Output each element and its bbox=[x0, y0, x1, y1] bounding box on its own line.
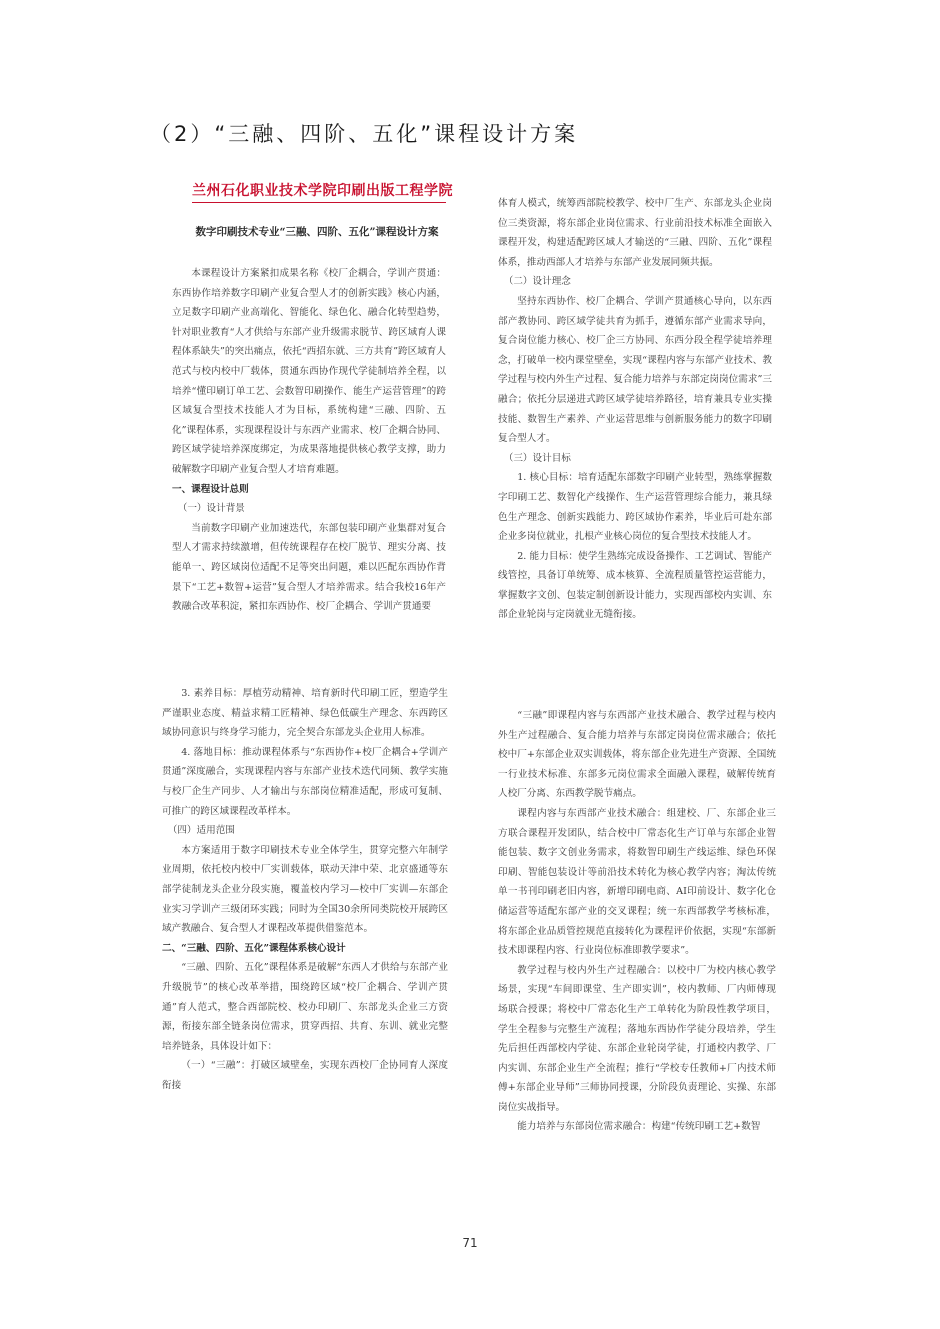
column-bottom-left bbox=[162, 684, 448, 1095]
paragraph: 3. 素养目标：厚植劳动精神、培育新时代印刷工匠，塑造学生严谨职业态度、精益求精工匠精神、绿色低碳生产理念、东西跨区域协同意识与终身学习能力，完全契合东部龙头企业用人标准。 bbox=[162, 688, 448, 739]
paragraph: 课程内容与东西部产业技术融合：组建校、厂、东部企业三方联合课程开发团队，结合校中厂常态化生产订单与东部企业智能包装、数字文创业务需求，将数智印刷生产线运维、绿色环保印刷、智能包装设计等前沿技术转化为核心教学内容；淘汰传统单一书刊印刷老旧内容，新增印刷电商、AI印前设计、数字化仓储运营等适配东部产业的交叉课程；统一东西部教学考核标准，将东部企业品质管控规范直接转化为课程评价依据，实现“东部新技术即课程内容、行业岗位标准即教学要求”。 bbox=[498, 807, 776, 957]
school-name: 兰州石化职业技术学院印刷出版工程学院 bbox=[192, 183, 453, 199]
paragraph: 本方案适用于数字印刷技术专业全体学生，贯穿完整六年制学业周期，依托校内校中厂实训载体，联动天津中荣、北京盛通等东部学徒制龙头企业分段实施，覆盖校内学习—校中厂实训—东部企业实习学训产三级闭环实践；同时为全国30余所同类院校开展跨区域产教融合、复合型人才课程改革提供借鉴范本。 bbox=[162, 844, 448, 935]
paragraph: 当前数字印刷产业加速迭代，东部包装印刷产业集群对复合型人才需求持续激增，但传统课程存在校厂脱节、理实分离、技能单一、跨区域岗位适配不足等突出问题，难以匹配东西协作背景下“工艺+数智+运营”复合型人才培养需求。结合我校16年产教融合改革积淀，紧扣东西协作、校厂企耦合、学训产贯通要 bbox=[172, 522, 446, 613]
paragraph: 本课程设计方案紧扣成果名称《校厂企耦合，学训产贯通：东西协作培养数字印刷产业复合型人才的创新实践》核心内涵，立足数字印刷产业高端化、智能化、绿色化、融合化转型趋势，针对职业教育“人才供给与东部产业升级需求脱节、跨区域育人课程体系缺失”的突出痛点，依托“西招东就、三方共育”跨区域育人范式与校内校中厂载体，贯通东西协作现代学徒制培养全程，以培养“懂印刷订单工艺、会数智印刷操作、能生产运营管理”的跨区域复合型技术技能人才为目标，系统构建“三融、四阶、五化”课程体系，实现课程设计与东西产业需求、校厂企耦合协同、跨区域学徒培养深度绑定，为成果落地提供核心教学支撑，助力破解数字印刷产业复合型人才培育难题。 bbox=[172, 268, 446, 475]
paragraph: 能力培养与东部岗位需求融合：构建“传统印刷工艺+数智 bbox=[517, 1121, 761, 1133]
paragraph: 2. 能力目标：使学生熟练完成设备操作、工艺调试、智能产线管控，具备订单统筹、成本核算、全流程质量管控运营能力，掌握数字文创、包装定制创新设计能力，实现西部校内实训、东部企业轮岗与定岗就业无缝衔接。 bbox=[498, 550, 772, 621]
paragraph: 坚持东西协作、校厂企耦合、学训产贯通核心导向，以东西部产教协同、跨区域学徒共育为抓手，遵循东部产业需求导向，复合岗位能力核心、校厂企三方协同、东西分段全程学徒培养理念，打破单一校内课堂壁垒，实现“课程内容与东部产业技术、教学过程与校内外生产过程、复合能力培养与东部定岗岗位需求”三融合；依托分层递进式跨区域学徒培养路径，培育兼具专业实操技能、数智生产素养、产业运营思维与创新服务能力的数字印刷复合型人才。 bbox=[498, 295, 772, 445]
paragraph: 体育人模式，统筹西部院校教学、校中厂生产、东部龙头企业岗位三类资源，将东部企业岗位需求、行业前沿技术标准全面嵌入课程开发，构建适配跨区域人才输送的“三融、四阶、五化”课程体系，推动西部人才培养与东部产业发展同频共振。 bbox=[498, 198, 772, 268]
paragraph: （一）“三融”：打破区域壁垒，实现东西校厂企协同育人深度衔接 bbox=[162, 1060, 448, 1091]
paragraph: “三融”即课程内容与东西部产业技术融合、教学过程与校内外生产过程融合、复合能力培养与东部定岗岗位需求融合；依托校中厂+东部企业双实训载体，将东部企业先进生产资源、全国统一行业技术标准、东部多元岗位需求全面融入课程，破解传统育人校厂分离、东西教学脱节痛点。 bbox=[498, 710, 776, 800]
subsection-heading: （二）设计理念 bbox=[503, 276, 571, 288]
page-heading: （2）“三融、四阶、五化”课程设计方案 bbox=[150, 122, 579, 146]
section-heading: 二、“三融、四阶、五化”课程体系核心设计 bbox=[162, 942, 346, 954]
column-bottom-right bbox=[498, 706, 776, 1137]
subsection-heading: （一）设计背景 bbox=[177, 503, 245, 515]
paragraph: 教学过程与校内外生产过程融合：以校中厂为校内核心教学场景，实现“车间即课堂、生产即实训”，校内教师、厂内师傅现场联合授课；将校中厂常态化生产工单转化为阶段性教学项目，学生全程参与完整生产流程；落地东西协作学徒分段培养，学生先后担任西部校内学徒、东部企业轮岗学徒，打通校内教学、厂内实训、东部企业生产全流程；推行“学校专任教师+厂内技术师傅+东部企业导师”三师协同授课，分阶段负责理论、实操、东部岗位实战指导。 bbox=[498, 964, 776, 1113]
title-rule bbox=[192, 202, 446, 203]
section-heading: 一、课程设计总则 bbox=[172, 483, 249, 495]
subsection-heading: （三）设计目标 bbox=[503, 452, 571, 464]
column-top-left bbox=[172, 264, 446, 617]
page-number: 71 bbox=[462, 1236, 478, 1250]
paragraph: 1. 核心目标：培育适配东部数字印刷产业转型，熟练掌握数字印刷工艺、数智化产线操作、生产运营管理综合能力，兼具绿色生产理念、创新实践能力、跨区域协作素养，毕业后可赴东部企业多岗位就业，扎根产业核心岗位的复合型技术技能人才。 bbox=[498, 472, 772, 543]
column-top-right bbox=[498, 194, 772, 625]
paragraph: 4. 落地目标：推动课程体系与“东西协作+校厂企耦合+学训产贯通”深度融合，实现课程内容与东部产业技术迭代同频、教学实施与校厂企生产同步、人才输出与东部岗位精准适配，形成可复制、可推广的跨区域课程改革样本。 bbox=[162, 746, 448, 817]
document-title: 数字印刷技术专业“三融、四阶、五化”课程设计方案 bbox=[195, 226, 439, 238]
paragraph: “三融、四阶、五化”课程体系是破解“东西人才供给与东部产业升级脱节”的核心改革举措，围绕跨区域“校厂企耦合、学训产贯通”育人范式，整合西部院校、校办印刷厂、东部龙头企业三方资源，衔接东部全链条岗位需求，贯穿西招、共育、东训、就业完整培养链条，具体设计如下： bbox=[162, 962, 448, 1052]
subsection-heading: （四）适用范围 bbox=[167, 825, 235, 837]
